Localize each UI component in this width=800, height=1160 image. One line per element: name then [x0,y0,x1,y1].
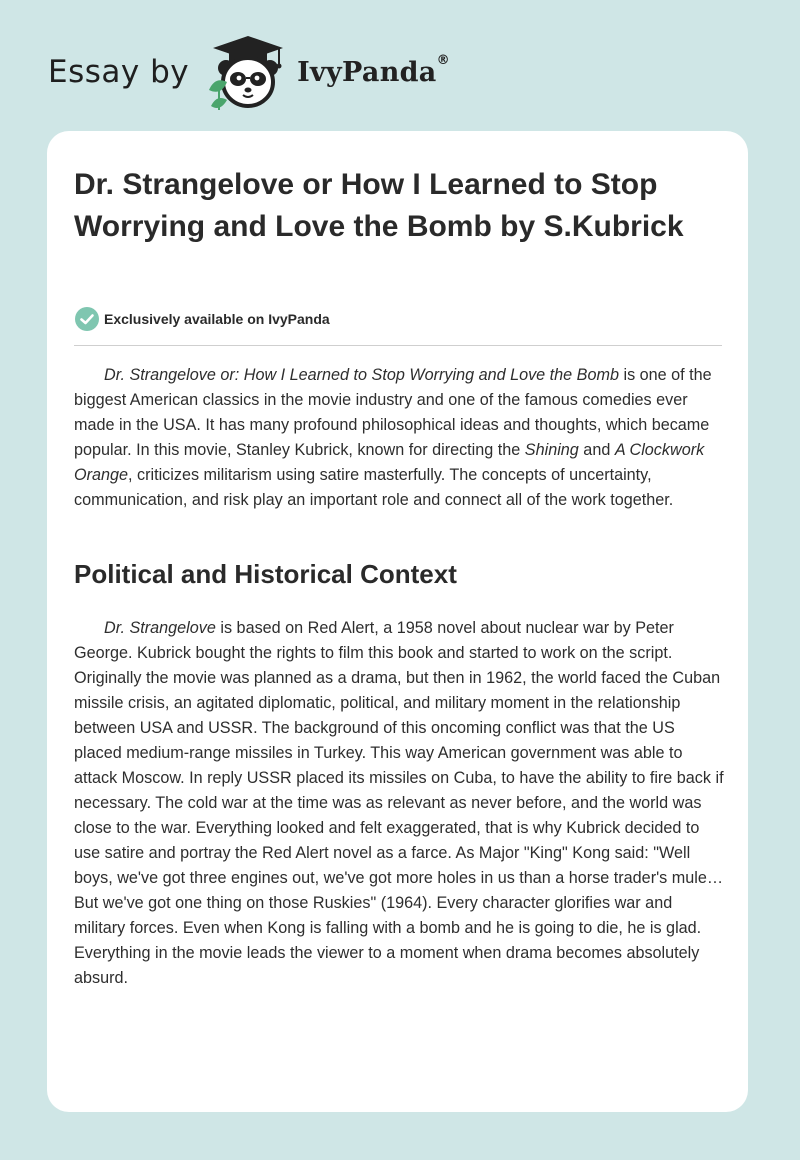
brand-prefix: Essay by [48,54,190,90]
section-heading: Political and Historical Context [74,559,457,589]
exclusive-badge [74,306,330,332]
check-circle-icon [74,306,100,332]
intro-paragraph: Dr. Strangelove or: How I Learned to Stop Worrying and Love the Bomb is one of the biggest American classics in the movie industry and one of the famous comedies ever made in the USA. It has many profound philosophical ideas and thoughts, which became popular. In this movie, Stanley Kubrick, known for directing the Shining and A Clockwork Orange, criticizes militarism using satire masterfully. The concepts of uncertainty, communication, and risk play an important role and connect all of the work together. [74,366,712,509]
section-paragraph: Dr. Strangelove is based on Red Alert, a 1958 novel about nuclear war by Peter George. Kubrick bought the rights to film this book and started to work on the script. Originally the movie was planned as a drama, but then in 1962, the world faced the Cuban missile crisis, an agitated diplomatic, political, and military moment in the relationship between USA and USSR. The background of this oncoming conflict was that the US placed medium-range missiles in Turkey. This way American government was able to attack Moscow. In reply USSR placed its missiles on Cuba, to have the ability to fire back if necessary. The cold war at the time was as relevant as never before, and the world was close to the war. Everything looked and felt exaggerated, that is why Kubrick decided to use satire and portray the Red Alert novel as a farce. As Major "King" Kong said: "Well boys, we've got three engines out, we've got more holes in us than a horse trader's mule… But we've got one thing on those Ruskies" (1964). Every character glorifies war and military forces. Even when Kong is falling with a bomb and he is going to die, he is glad. Everything in the movie leads the viewer to a moment when drama becomes absolutely absurd. [74,619,724,987]
badge-label: Exclusively available on IvyPanda [104,311,330,327]
essay-card [47,131,748,1112]
panda-logo-icon[interactable] [205,30,291,114]
essay-title: Dr. Strangelove or How I Learned to Stop Worrying and Love the Bomb by S.Kubrick [74,168,684,243]
site-header [48,30,450,114]
brand-name[interactable]: IvyPanda® [297,52,450,88]
divider [74,345,722,346]
